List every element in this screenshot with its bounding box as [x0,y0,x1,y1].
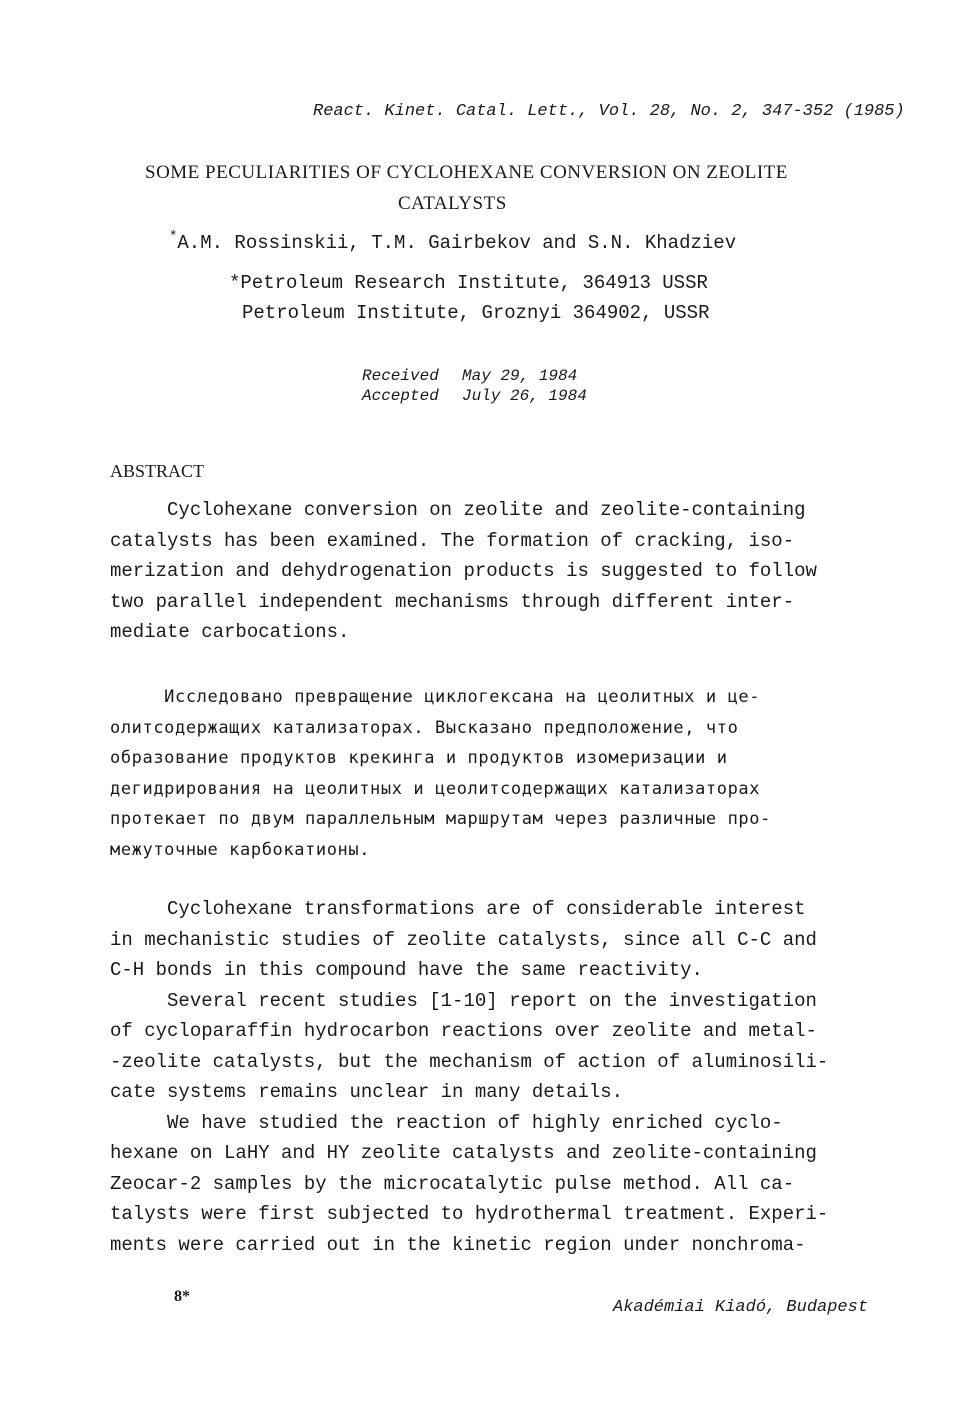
accepted-row [362,386,587,406]
body-line: in mechanistic studies of zeolite catalysts, since all C-C and [110,928,817,951]
body-line: Cyclohexane transformations are of considerable interest [110,898,806,920]
author-names: A.M. Rossinskii, T.M. Gairbekov and S.N. Khadziev [177,232,737,254]
body-line: We have studied the reaction of highly enriched cyclo- [110,1111,783,1134]
body-line: Several recent studies [1-10] report on the investigation [110,989,817,1012]
accepted-label: Accepted [362,387,439,405]
accepted-date: July 26, 1984 [462,387,587,405]
abstract-line: two parallel independent mechanisms through different inter- [110,590,795,613]
paper-title-line-1: SOME PECULIARITIES OF CYCLOHEXANE CONVERSION ON ZEOLITE [145,162,788,183]
body-text [110,894,828,1260]
body-line: -zeolite catalysts, but the mechanism of action of aluminosili- [110,1050,829,1073]
abstract-russian-line: образование продуктов крекинга и продуктов изомеризации и [110,748,728,768]
abstract-english [110,495,817,648]
paper-title-line-2: CATALYSTS [398,193,507,214]
affiliation-2: Petroleum Institute, Groznyi 364902, USSR [242,302,710,324]
abstract-russian [110,682,771,865]
publisher-footer: Akadémiai Kiadó, Budapest [613,1298,869,1317]
affiliation-1: *Petroleum Research Institute, 364913 USSR [229,272,708,294]
abstract-russian-line: протекает по двум параллельным маршрутам через различные про- [110,809,771,829]
abstract-russian-line: дегидрирования на цеолитных и цеолитсодержащих катализаторах [110,778,761,799]
body-line: Zeocar-2 samples by the microcatalytic pulse method. All ca- [110,1172,795,1195]
received-date: May 29, 1984 [462,367,578,385]
abstract-line: catalysts has been examined. The formation of cracking, iso- [110,529,795,552]
body-line: of cycloparaffin hydrocarbon reactions over zeolite and metal- [110,1020,817,1042]
abstract-line: Cyclohexane conversion on zeolite and zeolite-containing [110,499,806,521]
body-line: ments were carried out in the kinetic region under nonchroma- [110,1233,806,1256]
abstract-russian-line: Исследовано превращение циклогексана на цеолитных и це- [110,687,761,707]
body-line: cate systems remains unclear in many details. [110,1081,624,1103]
abstract-russian-line: межуточные карбокатионы. [110,839,371,860]
received-label: Received [362,367,439,385]
abstract-line: mediate carbocations. [110,621,350,643]
author-list [169,229,737,254]
body-line: C-H bonds in this compound have the same reactivity. [110,959,703,981]
author-footnote-marker: * [169,229,178,245]
received-row [362,366,587,386]
body-line: talysts were first subjected to hydrothermal treatment. Experi- [110,1203,829,1225]
abstract-line: merization and dehydrogenation products is suggested to follow [110,560,817,582]
abstract-heading: ABSTRACT [110,461,205,481]
abstract-russian-line: олитсодержащих катализаторах. Высказано предположение, что [110,717,739,738]
page-mark: 8* [174,1288,190,1305]
journal-citation: React. Kinet. Catal. Lett., Vol. 28, No. 2, 347-352 (1985) [313,102,905,121]
body-line: hexane on LaHY and HY zeolite catalysts and zeolite-containing [110,1142,817,1164]
submission-dates [362,366,587,406]
